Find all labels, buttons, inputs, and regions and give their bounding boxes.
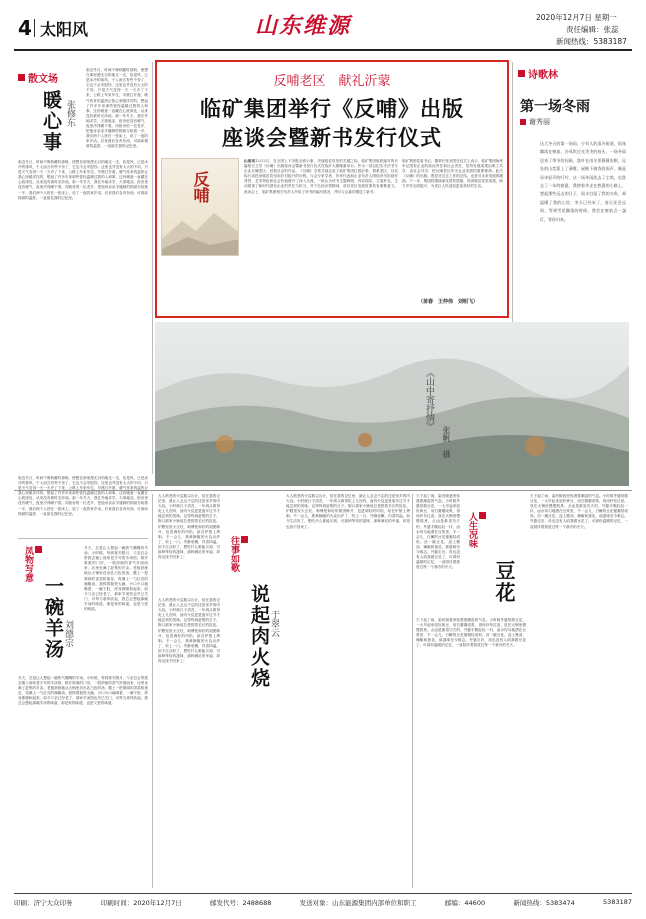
feature-body-text: 12月2日，在全国上下决胜全面小康、决战脱贫攻坚的关键之际，临矿集团组织编写的长篇报告文学《反哺》出版座谈会暨新书发行仪式在临矿大厦隆重举行。作为一部以纪实手法书写企业反哺老区、回报社会的作品，《反哺》全景式地记录了临矿集团扎根沂蒙、情系老区，以实际行动投身脱贫攻坚和乡村振兴的历程。与会专家学者、作家代表和企业负责人围绕该书的创作背景、艺术特色和社会价值展开了深入交流，一致认为该书主题鲜明、内容翔实、文笔朴实，生动展现了新时代国有企业的责任与担当，对于弘扬沂蒙精神、讲好老区发展故事具有重要意义。座谈会上，临矿集团相关负责人介绍了该书的编写情况，并向与会嘉宾赠送了新书。 xyxy=(244,159,398,194)
article-body-soup-cont: 冬天，总是让人想起一碗热气腾腾的羊汤。小时候，每到寒冬腊月，父亲总会带我去镇上那家老字号的羊汤馆。推开厚重的门帘，一股浓郁的香气扑面而来，店里坐满了赶集的乡亲。老板熟练地从大锅里舀出乳白色的汤，撒上一把翠绿的香菜和葱花，再淋上一勺红亮的辣椒油。我捧着粗瓷大碗，小口小口地喝着，一碗下肚，浑身都暖和起来。如今父亲已经老了，那家羊汤馆也早已关门，可每当寒风吹起，我总会想起那碗羊汤的味道，那是家的味道，也是父爱的味道。 xyxy=(18,676,148,706)
feature-lead: 山岚讯 xyxy=(244,159,256,163)
feature-reporter: （苗春 王仲伟 刘明飞） xyxy=(418,299,479,305)
landscape-photo xyxy=(155,322,629,486)
footer-issue: 发送对象：山东能源集团内部单位和职工 xyxy=(299,899,417,907)
feature-body-continued xyxy=(402,159,503,287)
section-divider xyxy=(34,19,35,37)
book-cover-title: 反哺 xyxy=(191,171,210,203)
footer-print: 印刷：济宁大众印务 xyxy=(14,899,73,907)
tag-prose: 散文场 xyxy=(18,70,58,85)
footer-phone-2: 5383187 xyxy=(603,898,632,906)
article-body-fire: 大人熟悉的火烧数以百计，但在我的记忆里，最让人念念不忘的还是家乡的肉火烧。小时候日子清苦，一年到头难得吃上几回肉，而肉火烧更是逢年过节才能尝到的美味。记得每到赶集的日子，街口那家小铺前总是排着长长的队伍，炉膛里炭火正旺，师傅把和好的面团擀开，包进调好的肉馅，贴在炉壁上烤制。不一会儿，焦黄酥脆的火烧出炉了，咬上一口，外酥里嫩，肉香四溢。如今生活好了，想吃什么都能买到，可那种等待的滋味、那种满足的幸福，却再也找不回来了。 xyxy=(158,598,220,664)
issue-editor: 责任编辑：张蕊 xyxy=(566,25,619,34)
article-title-fire: 说起肉火烧 xyxy=(248,584,270,689)
page-number: 4 xyxy=(18,16,32,40)
tag-poetry: 诗歌林 xyxy=(518,66,558,81)
article-body-fire-right: 大人熟悉的火烧数以百计，但在我的记忆里，最让人念念不忘的还是家乡的肉火烧。小时候日子清苦，一年到头难得吃上几回肉，而肉火烧更是逢年过节才能尝到的美味。记得每到赶集的日子，街口那家小铺前总是排着长长的队伍，炉膛里炭火正旺，师傅把和好的面团擀开，包进调好的肉馅，贴在炉壁上烤制。不一会儿，焦黄酥脆的火烧出炉了，咬上一口，外酥里嫩，肉香四溢。如今生活好了，想吃什么都能买到，可那种等待的滋味、那种满足的幸福，却再也找不回来了。 xyxy=(286,494,410,529)
byline-soup: 刘德宗 xyxy=(63,620,73,647)
issue-date: 2020年12月7日 星期一 xyxy=(536,13,617,22)
book-cover-ink-mountain xyxy=(162,159,239,256)
feature-body-lead xyxy=(244,159,398,311)
masthead xyxy=(0,0,646,52)
author-marker xyxy=(520,119,526,125)
tag-memories: 往事如歌 xyxy=(228,536,248,572)
tag-square xyxy=(35,546,42,553)
article-title-soup: 一碗羊汤 xyxy=(42,576,64,660)
tag-scenery: 凤物写意 xyxy=(22,546,42,582)
tag-square xyxy=(518,70,525,77)
book-cover-image xyxy=(161,158,239,256)
column-divider-bottom-right xyxy=(412,494,413,888)
article-body-tofu: 天下起了雨，索河街巷里弥漫着潮湿的气息。小时候外婆常做豆花，一大早起来泡好黄豆，用石磨磨成浆，再用纱布过滤，放在大锅里慢慢熬煮。点卤是最见功夫的，外婆手腕轻轻一抖，卤水均匀地洒在豆浆里，不一会儿，白嫩的豆花便凝结成形。舀一碗豆花，浇上酱油、辣椒和葱花，那滋味至今难忘。外婆走后，再也没有人给我做豆花了，可那份温暖的记忆，一直陪伴着我度过每一个寒冷的冬天。 xyxy=(416,618,526,648)
poem-body: 这大冬天的第一场雨，少有人的清冷街道，雨丝飘落在窗前，冷风吹过光秃秃的枝头，一场冬雨送来了季节的问候，落叶在雨水里静静安眠，远处的山峦蒙上了薄雾，屋檐下滴答的雨声，像是母亲轻声的叮咛，这一场冬雨洗去了尘埃，也洗去了一年的疲惫，我撑着伞走在熟悉的小路上，想起那些远去的日子，雨水打湿了我的衣角，却温暖了我的心房，冬天已经来了，春天还会远吗，等到雪花飘落的时候，我会在窗前点一盏灯，等你归来。 xyxy=(540,141,626,222)
article-body-warm-cont: 临近冬日，时间不像秋藏时那般，使想在那里漫无目的地走一走，恰是风，已是冰冷的寒风，于人而言有些不舍了，它也不会安慰你。这里也并没有太大的不同，只是天气变得一天一天冷了下来，公路上车来车往，早晨打开窗，暖气传来的温热让我心里暖洋洋的，想起了许多年来那些曾经温暖过我的人和事，这份暖意一直藏在心底深处，从来没有被时光冲淡。那一年冬天，我在外地求学，天寒地冻，宿舍里没有暖气，夜里冷得睡不着。同宿舍的一位老乡，把他母亲亲手缝制的棉被分给我一半，我们两个人挤在一张床上，说了一夜的家乡话。后来我们各奔东西，可那床棉被的温度，一直留在我的记忆里。 xyxy=(18,160,148,200)
footer-rule xyxy=(14,893,632,894)
article-title-tofu: 豆花 xyxy=(492,560,516,604)
article-body-warm: 临近冬日，时间不像秋藏时那般，使想在那里漫无目的地走一走，恰是风，已是冰冷的寒风，于人而言有些不舍了，它也不会安慰你。这里也并没有太大的不同，只是天气变得一天一天冷了下来，公路上车来车往，早晨打开窗，暖气传来的温热让我心里暖洋洋的，想起了许多年来那些曾经温暖过我的人和事，这份暖意一直藏在心底深处，从来没有被时光冲淡。那一年冬天，我在外地求学，天寒地冻，宿舍里没有暖气，夜里冷得睡不着。同宿舍的一位老乡，把他母亲亲手缝制的棉被分给我一半，我们两个人挤在一张床上，说了一夜的家乡话。后来我们各奔东西，可那床棉被的温度，一直留在我的记忆里。 xyxy=(86,68,148,149)
footer-distribution: 邮发代号：2488688 xyxy=(209,899,272,907)
article-body-warm-tail: 临近冬日，时间不像秋藏时那般，使想在那里漫无目的地走一走，恰是风，已是冰冷的寒风，于人而言有些不舍了，它也不会安慰你。这里也并没有太大的不同，只是天气变得一天一天冷了下来，公路上车来车往，早晨打开窗，暖气传来的温热让我心里暖洋洋的，想起了许多年来那些曾经温暖过我的人和事，这份暖意一直藏在心底深处，从来没有被时光冲淡。那一年冬天，我在外地求学，天寒地冻，宿舍里没有暖气，夜里冷得睡不着。同宿舍的一位老乡，把他母亲亲手缝制的棉被分给我一半，我们两个人挤在一张床上，说了一夜的家乡话。后来我们各奔东西，可那床棉被的温度，一直留在我的记忆里。 xyxy=(18,476,148,516)
byline-warm: 张修东 xyxy=(65,100,75,127)
issue-hotline: 新闻热线：5383187 xyxy=(556,37,627,46)
article-body-soup: 冬天，总是让人想起一碗热气腾腾的羊汤。小时候，每到寒冬腊月，父亲总会带我去镇上那家老字号的羊汤馆。推开厚重的门帘，一股浓郁的香气扑面而来，店里坐满了赶集的乡亲。老板熟练地从大锅里舀出乳白色的汤，撒上一把翠绿的香菜和葱花，再淋上一勺红亮的辣椒油。我捧着粗瓷大碗，小口小口地喝着，一碗下肚，浑身都暖和起来。如今父亲已经老了，那家羊汤馆也早已关门，可每当寒风吹起，我总会想起那碗羊汤的味道，那是家的味道，也是父爱的味道。 xyxy=(84,546,148,612)
feature-body-right: 临矿集团党委书记、董事长张圣国在仪式上表示，临矿集团始终牢记国有企业的政治责任和社会责任，坚持发展成果由职工共享、由社会共享，把反哺老区作为企业发展的重要使命。此次《反哺》的出版，既是对过去工作的总结，也是对未来发展的激励。下一步，集团将继续深化帮扶措施，巩固脱贫攻坚成果，助力乡村全面振兴，为老区人民创造更加美好的生活。 xyxy=(402,159,503,189)
paper-logo: 山东维源 xyxy=(255,13,352,39)
poem-author-line xyxy=(520,117,550,127)
column-divider xyxy=(152,62,153,474)
article-title-warm: 暖心事 xyxy=(40,90,62,153)
feature-headline-2: 座谈会暨新书发行仪式 xyxy=(222,126,442,150)
photo-credit: 张帆 摄 xyxy=(442,426,451,458)
column-divider-bottom xyxy=(152,494,153,888)
tag-square xyxy=(479,512,486,519)
article-separator xyxy=(18,538,148,539)
byline-fire: 于翠云 xyxy=(269,610,279,637)
autumn-tree xyxy=(525,436,545,456)
feature-kicker: 反哺老区 献礼沂蒙 xyxy=(273,74,391,89)
autumn-tree xyxy=(216,435,234,453)
article-body-tofu-intro: 天下起了雨，索河街巷里弥漫着潮湿的气息。小时候外婆常做豆花，一大早起来泡好黄豆，用石磨磨成浆，再用纱布过滤，放在大锅里慢慢熬煮。点卤是最见功夫的，外婆手腕轻轻一抖，卤水均匀地洒在豆浆里，不一会儿，白嫩的豆花便凝结成形。舀一碗豆花，浇上酱油、辣椒和葱花，那滋味至今难忘。外婆走后，再也没有人给我做豆花了，可那份温暖的记忆，一直陪伴着我度过每一个寒冷的冬天。 xyxy=(416,494,460,570)
masthead-rule xyxy=(14,49,632,51)
footer-phone: 新闻热线：5383474 xyxy=(513,899,575,907)
poem-title: 第一场冬雨 xyxy=(520,99,590,115)
tag-square xyxy=(18,74,25,81)
footer-print-date: 印刷时间：2020年12月7日 xyxy=(100,899,182,907)
tag-life: 人生况味 xyxy=(466,512,486,548)
photo-caption: 《山中寄抒情》 xyxy=(424,368,434,431)
footer-postcode: 邮编：44600 xyxy=(444,899,486,907)
autumn-tree xyxy=(358,433,372,447)
poem-author: 谢秀丽 xyxy=(529,118,550,126)
article-body-fire-intro: 大人熟悉的火烧数以百计，但在我的记忆里，最让人念念不忘的还是家乡的肉火烧。小时候日子清苦，一年到头难得吃上几回肉，而肉火烧更是逢年过节才能尝到的美味。记得每到赶集的日子，街口那家小铺前总是排着长长的队伍，炉膛里炭火正旺，师傅把和好的面团擀开，包进调好的肉馅，贴在炉壁上烤制。不一会儿，焦黄酥脆的火烧出炉了，咬上一口，外酥里嫩，肉香四溢。如今生活好了，想吃什么都能买到，可那种等待的滋味、那种满足的幸福，却再也找不回来了。 xyxy=(158,494,220,560)
footer xyxy=(14,898,632,907)
tag-square xyxy=(241,536,248,543)
photo-mountain-scene xyxy=(155,322,629,486)
feature-headline-1: 临矿集团举行《反哺》出版 xyxy=(200,97,464,121)
article-body-tofu-right: 天下起了雨，索河街巷里弥漫着潮湿的气息。小时候外婆常做豆花，一大早起来泡好黄豆，用石磨磨成浆，再用纱布过滤，放在大锅里慢慢熬煮。点卤是最见功夫的，外婆手腕轻轻一抖，卤水均匀地洒在豆浆里，不一会儿，白嫩的豆花便凝结成形。舀一碗豆花，浇上酱油、辣椒和葱花，那滋味至今难忘。外婆走后，再也没有人给我做豆花了，可那份温暖的记忆，一直陪伴着我度过每一个寒冷的冬天。 xyxy=(530,494,628,529)
section-name: 太阳风 xyxy=(40,20,89,39)
